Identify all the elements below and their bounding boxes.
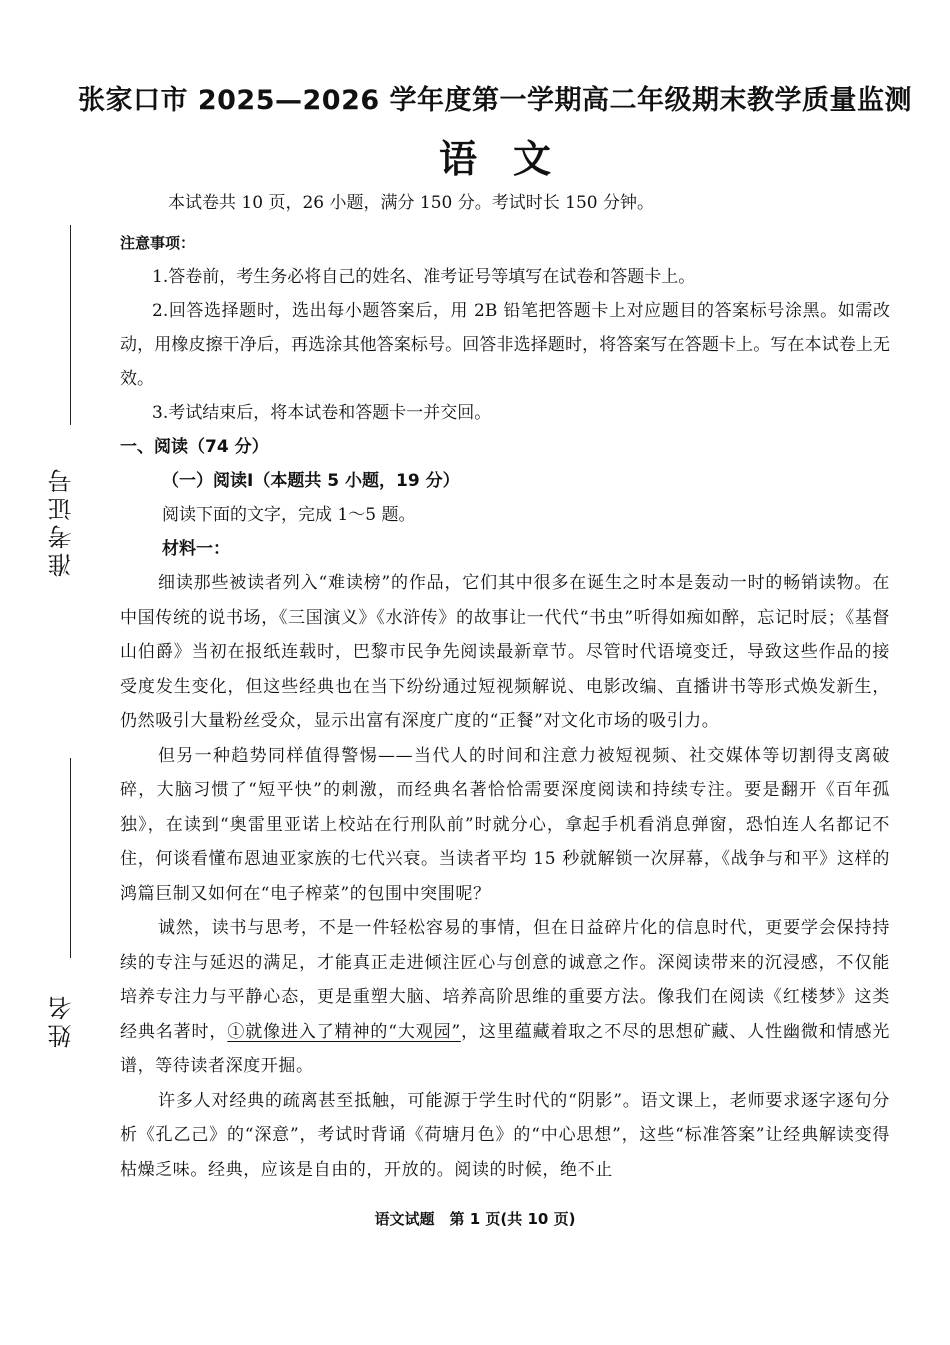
note-item-3: 3.考试结束后，将本试卷和答题卡一并交回。 bbox=[152, 403, 492, 423]
paragraph-3-text-before: 诚然，读书与思考，不是一件轻松容易的事情，但在日益碎片化的信息时代，更要学会保持持续的专注与延迟的满足，才能真正走进倾注匠心与创意的诚意之作。深阅读带来的沉浸感，不仅能培养专注力与平静心态，更是重塑大脑、培养高阶思维的重要方法。像我们在阅读《红楼梦》这类经典名著时， bbox=[120, 918, 890, 1042]
page-footer: 语文试题 第 1 页(共 10 页) bbox=[374, 1210, 576, 1228]
exam-content bbox=[120, 226, 890, 1187]
note-item-2: 2.回答选择题时，选出每小题答案后，用 2B 铅笔把答题卡上对应题目的答案标号涂黑。如需改动，用橡皮擦干净后，再选涂其他答案标号。回答非选择题时，将答案写在答题卡上。写在本试卷上无效。 bbox=[120, 301, 890, 389]
subject-title: 语文 bbox=[438, 137, 587, 181]
paragraph-4: 许多人对经典的疏离甚至抵触，可能源于学生时代的“阴影”。语文课上，老师要求逐字逐句分析《孔乙己》的“深意”，考试时背诵《荷塘月色》的“中心思想”，这些“标准答案”让经典解读变得枯燥乏味。经典，应该是自由的，开放的。阅读的时候，绝不止 bbox=[120, 1090, 890, 1180]
paragraph-1: 细读那些被读者列入“难读榜”的作品，它们其中很多在诞生之时本是轰动一时的畅销读物。在中国传统的说书场，《三国演义》《水浒传》的故事让一代代“书虫”听得如痴如醉，忘记时辰；《基督山伯爵》当初在报纸连载时，巴黎市民争先阅读最新章节。尽管时代语境变迁，导致这些作品的接受度发生变化，但这些经典也在当下纷纷通过短视频解说、电影改编、直播讲书等形式焕发新生，仍然吸引大量粉丝受众，显示出富有深度广度的“正餐”对文化市场的吸引力。 bbox=[120, 573, 890, 731]
name-blank-line bbox=[70, 758, 71, 958]
exam-title: 张家口市 2025—2026 学年度第一学期高二年级期末教学质量监测 bbox=[77, 85, 913, 116]
paragraph-3 bbox=[120, 911, 890, 1084]
exam-info: 本试卷共 10 页，26 小题，满分 150 分。考试时长 150 分钟。 bbox=[168, 193, 654, 213]
material-label: 材料一： bbox=[162, 539, 230, 559]
paragraph-2: 但另一种趋势同样值得警惕——当代人的时间和注意力被短视频、社交媒体等切割得支离破碎，大脑习惯了“短平快”的刺激，而经典名著恰恰需要深度阅读和持续专注。要是翻开《百年孤独》，在读到“奥雷里亚诺上校站在行刑队前”时就分心，拿起手机看消息弹窗，恐怕连人名都记不住，何谈看懂布恩迪亚家族的七代兴衰。当读者平均 15 秒就解锁一次屏幕，《战争与和平》这样的鸿篇巨制又如何在“电子榨菜”的包围中突围呢？ bbox=[120, 745, 890, 904]
reading-instruction: 阅读下面的文字，完成 1～5 题。 bbox=[162, 505, 416, 525]
section-heading: 一、阅读（74 分） bbox=[120, 437, 269, 457]
note-item-1: 1.答卷前，考生务必将自己的姓名、准考证号等填写在试卷和答题卡上。 bbox=[152, 267, 696, 287]
paragraph-3-text-after: ，这里蕴藏着取之不尽的思想矿藏、人性幽微和情感光谱，等待读者深度开掘。 bbox=[120, 1021, 891, 1076]
exam-id-field bbox=[40, 225, 88, 595]
exam-id-blank-line bbox=[70, 225, 71, 425]
exam-id-label: 准考证号 bbox=[48, 465, 76, 577]
notes-heading: 注意事项： bbox=[120, 234, 196, 252]
name-field bbox=[40, 758, 88, 1048]
sub-section-heading: （一）阅读Ⅰ（本题共 5 小题，19 分） bbox=[162, 471, 460, 491]
underlined-sentence-1: ①就像进入了精神的“大观园” bbox=[227, 1021, 461, 1042]
name-label: 姓名 bbox=[48, 992, 76, 1048]
